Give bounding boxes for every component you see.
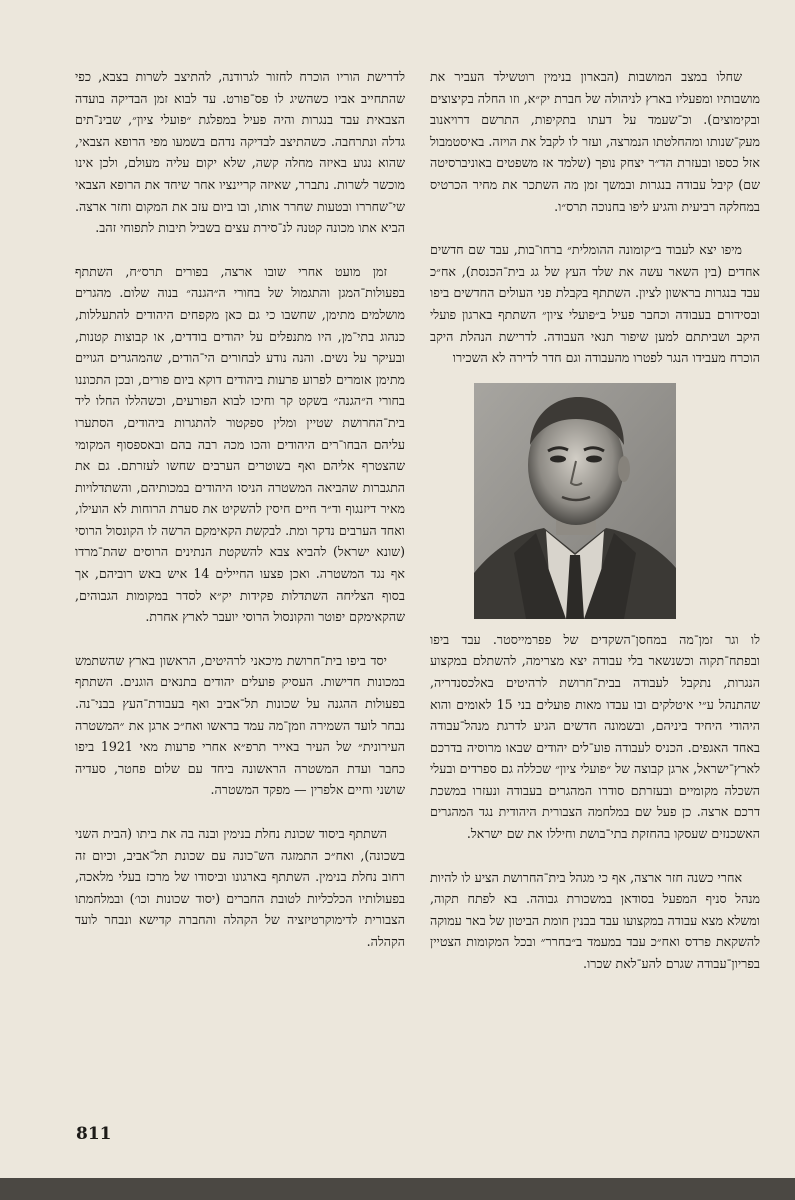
left-column [75, 66, 405, 953]
paragraph: לו וגר זמן־מה במחסן־השקדים של פפרמייסטר. עבד ביפו ובפתח־תקוה וכשנשאר בלי עבודה יצא מצרימה, להשתלם במקצוע הנגרות, נתקבל לעבודה בבית־חרושת לרהיטים באלכסנדריה, שהתנהל ע״י איטלקים ובו עבדו מאות פועלים בני 15 לאומים והוא היהודי היחיד ביניהם, ובשמונה חדשים הגיע לדרגת מנהל־עבודה באחד האגפים. הכניס לעבודה פוע־לים יהודים שבאו מרוסיה בדרכם לארץ־ישראל, ארגן קבוצה של ״פועלי ציון״ שכללה גם ספרדים ובעלי השכלה מקומיים ובעזרתם סודרו המהגרים בעבודה ונעזרו במשכת דרכם ארצה. כן פעל שם במלחמה הצבורית היהודית נגד המהגרים האשכנזים שעסקו בהחזקת בתי־בושת וחיללו את שם ישראל. [430, 631, 760, 842]
right-column [430, 66, 760, 975]
portrait-image [474, 383, 676, 619]
portrait-photo [474, 383, 676, 619]
paragraph: יסד ביפו בית־חרושת מיכאני לרהיטים, הראשון בארץ שהשתמש במכונות חדישות. העסיק פועלים יהודים בתנאים הוגנים. השתתף בפעולות ההגנה על שכונות תל־אביב ואף בעבודת־העץ בבני־נה. נבחר לועד השמירה וזמן־מה עמד בראשו ואח״כ ארגן את ״המשטרה העירונית״ של העיר באייר תרפ״א אחרי פרעות מאי 1921 ביפו כחבר ועדת המשטרה הראשונה ביחד עם שלום פחטר, סעדיה שושני וחיים אלפרין — מפקד המשטרה. [75, 652, 405, 798]
paragraph: אחרי כשנה חזר ארצה, אף כי מגהל בית־החרושת הציע לו להיות מנהל סניף המפעל בסודאן במשכורת גבוהה. בא לפתח תקוה, ומשלא מצא עבודה במקצועו עבד בבנין חומת הביטון של באר עמוקה להשקאת פרדס ואח״כ עבד במעמד ב״בחרר״ ובכל המקומות הצטיין בפריון־עבודה שגרם להע־לאת שכרו. [430, 869, 760, 972]
paragraph: מיפו יצא לעבוד ב״קומונה ההומלית״ ברחו־בות, עבד שם חדשים אחדים (בין השאר עשה את שלד העץ של גג בית־הכנסת), אח״כ עבד בנגרות בראשון לציון. השתתף בקבלת פני העולים החדשים ביפו ובסידורם בעבודה וכחבר פעיל ב״פועלי ציון״ השתתף בארגון פועלי היקב ושביתתם למען שיפור תנאי העבודה. לדרישת הנהלת היקב הוכרח מעבידו הנגר לפטרו מהעבודה וגם חדר לדירה לא השכירו [430, 242, 760, 366]
paragraph: לדרישת הוריו הוכרח לחזור לגרודנה, להתיצב לשרות בצבא, כפי שהתחייב אביו כשהשיג לו פס־פורט. עד לבוא זמן הבדיקה בועדה הצבאית עבד בנגרות והיה פעיל במפלגת ״פועלי ציון״, שבינ־תים גדלה ונתרחבה. כשהתיצב לבדיקה נדהם בשמעו מפי הרופא הצבאי, שהוא נגוע באיזה מחלה קשה, שלא יקום עליה מעולם, ולכן אינו מוכשר לשרות. נתברר, שאיזה קריינציו אחר שיחד את הרופא הצבאי שי־שחררו ובטעות שחרר אותו, ובו ביום עזב את המקום וחזר ארצה. הביא אתו מכונה קטנה לנ־סירת עצים בשביל תיבות לתפוחי זהב. [75, 69, 405, 236]
paragraph: שחלו במצב המושבות (הבארון בנימין רוטשילד העביר את מושבותיו ומפעליו בארץ לניהולה של חברת יק״א, וזו החלה בקיצוצים ובקימוצים). וכ־שעמד על דעתו בתקיפות, התרשם דרויאנוב מעק־שנותו ומהחלטתו הנמרצה, ועזר לו לקבל את הויזה. באיסטמבול אזל כספו ובעזרת הד״ר יצחק נופך (שלמד אז משפטים באוניברסיטה שם) קיבל עבודה בנגרות ובמשך זמן מה השתכר את מחיר הכרטיס במחלקה רביעית והגיע ליפו בחנוכה תרס״ו. [430, 69, 760, 214]
paragraph: זמן מועט אחרי שובו ארצה, בפורים תרס״ח, השתתף בפעולות־המגן והתגמול של בחורי ה״הגנה״ בנוה שלום. מהגרים מושלמים מתימן, שחשבו כי גם כאן מקפחים היהודים להתעללות, כנהוג בתי־מן, היו מתנפלים על יהודים בודדים, או קבוצות קטנות, ובעיקר על נשים. והנה נודע לבחורים הי־הודים, שהמהגרים הגויים מתימן אומרים לפרוע פרעות ביהודים דוקא ביום פורים, ובכן התכוננו בחורי ה״הגנה״ בשקט קר וחיכו לבוא הפורעים, וכשהללו החלו ליד בית־החרושת שטיין ומלין ספקטור להתגרות ביהודים, הסתערו עליהם הבחו־רים היהודים והכו מכה רבה בהם ובאספסוף המקומי שהצטרף אליהם ואף בשוטרים הערבים שחשו לעזרתם. גם את התגברות שהביאה המשטרה הניסו היהודים במכותיהם, והשתדלויות מאיר דיזנגוף וד״ר חיים חיסין להשקיט את סערת הרוחות לא הועילו, ואחד הערבים נדקר ומת. לבקשת הקאימקם הרשה לו הקונסול הרוסי (שונא ישראל) להביא צבא להשקטת הנתינים הרוסים שהת־מרדו אף נגד המשטרה. ואכן פצעו החיילים 14 איש באש רוביהם, אך בסוף הצליחה השתדלות פקידות יק״א לסדר במקומות הגבוהים, שהקאימקם יפוטר והקונסול הרוסי יועבר לארץ אחרת. [75, 263, 405, 625]
paragraph: השתתף ביסוד שכונת נחלת בנימין ובנה בה את ביתו (הבית השני בשכונה), ואח״כ התמזגה הש־כונה עם שכונת תל־אביב, וכיום זה רחוב נחלת בנימין. השתתף בארגונו וביסודו של מרכז בעלי מלאכה, בפעולותיו הכלכליות לטובת החברים (יסוד שכונות וכו׳) ובמלחמתו הצבורית לדימוקרטיזציה של הקהלה והחברה קדישא ונבחר לועד הקהלה. [75, 826, 405, 949]
scan-edge [0, 1178, 795, 1200]
page-number: 811 [76, 1124, 112, 1144]
